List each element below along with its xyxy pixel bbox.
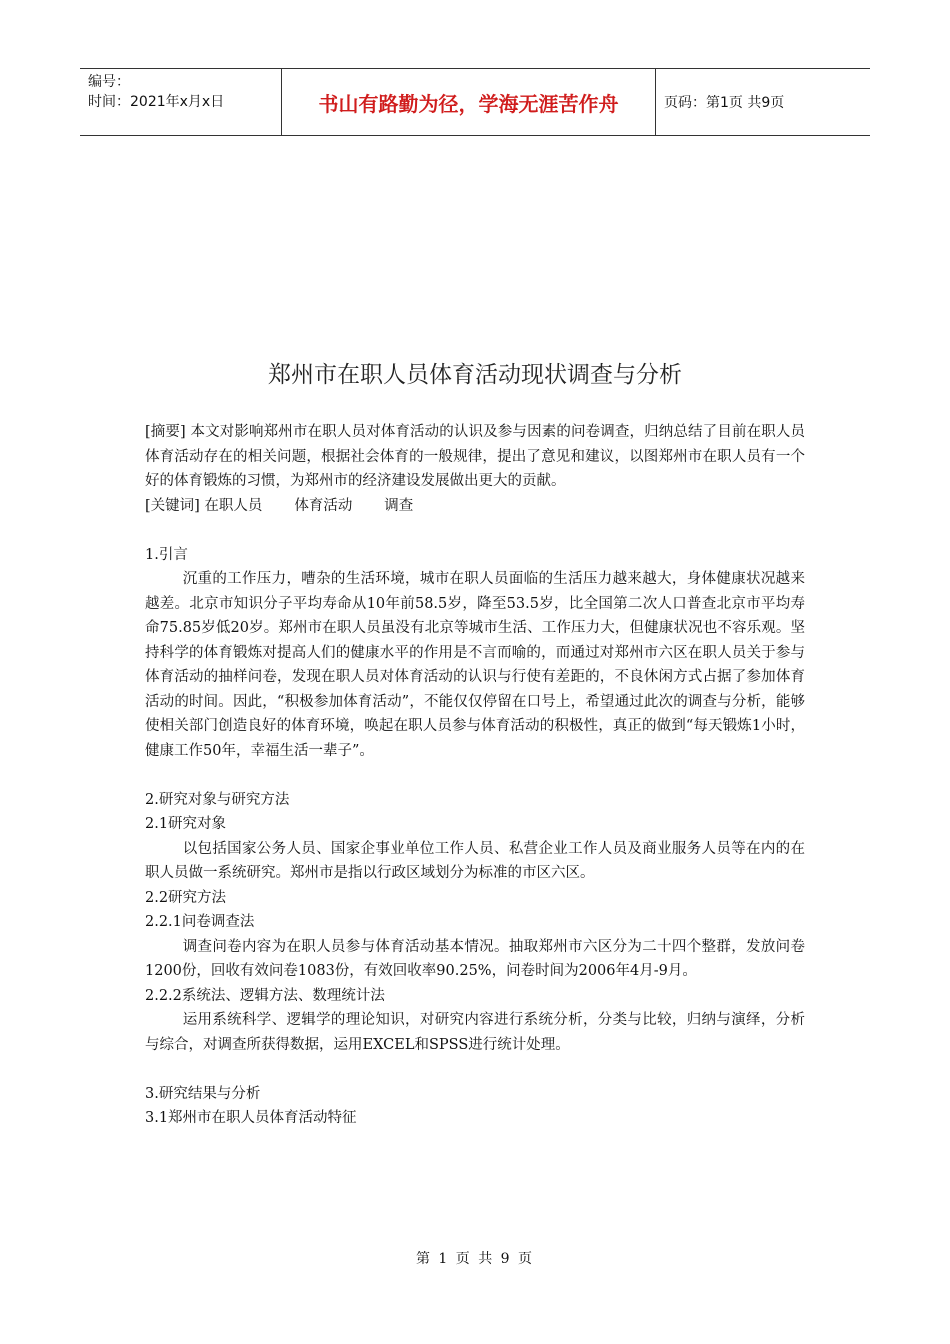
section-2-1-paragraph: 以包括国家公务人员、国家企事业单位工作人员、私营企业工作人员及商业服务人员等在内的在职人员做一系统研究。郑州市是指以行政区域划分为标准的市区六区。: [145, 840, 805, 881]
section-3-1-heading: 3.1郑州市在职人员体育活动特征: [145, 1110, 357, 1126]
header-motto: 书山有路勤为径，学海无涯苦作舟: [282, 69, 656, 135]
page-header: [80, 68, 870, 136]
document-time-label: 时间：2021年x月x日: [88, 94, 225, 110]
document-title: 郑州市在职人员体育活动现状调查与分析: [268, 362, 682, 388]
section-2-heading: 2.研究对象与研究方法: [145, 791, 290, 808]
keywords-line: [145, 494, 805, 519]
section-3-heading: 3.研究结果与分析: [145, 1085, 261, 1102]
abstract-paragraph: [摘要] 本文对影响郑州市在职人员对体育活动的认识及参与因素的问卷调查，归纳总结了目前在职人员体育活动存在的相关问题，根据社会体育的一般规律，提出了意见和建议，以图郑州市在职人员有一个好的体育锻炼的习惯，为郑州市的经济建设发展做出更大的贡献。: [145, 424, 805, 489]
section-2-2-2-heading: 2.2.2系统法、逻辑方法、数理统计法: [145, 987, 385, 1004]
section-1-paragraph: 沉重的工作压力，嘈杂的生活环境，城市在职人员面临的生活压力越来越大，身体健康状况越来越差。北京市知识分子平均寿命从10年前58.5岁，降至53.5岁，比全国第二次人口普查北京市平均寿命75.85岁低20岁。郑州市在职人员虽没有北京等城市生活、工作压力大，但健康状况也不容乐观。坚持科学的体育锻炼对提高人们的健康水平的作用是不言而喻的，而通过对郑州市六区在职人员关于参与体育活动的抽样问卷，发现在职人员对体育活动的认识与行使有差距的，不良休闲方式占据了参加体育活动的时间。因此，“积极参加体育活动”，不能仅仅停留在口号上，希望通过此次的调查与分析，能够使相关部门创造良好的体育环境，唤起在职人员参与体育活动的积极性，真正的做到“每天锻炼1小时，健康工作50年，幸福生活一辈子”。: [145, 571, 805, 759]
section-2-2-2-paragraph: 运用系统科学、逻辑学的理论知识，对研究内容进行系统分析，分类与比较，归纳与演绎，分析与综合，对调查所获得数据，运用EXCEL和SPSS进行统计处理。: [145, 1012, 805, 1053]
document-body: [145, 420, 805, 1131]
section-1-heading: 1.引言: [145, 546, 188, 563]
keywords-label: [关键词] 在职人员: [145, 497, 263, 514]
document-number-label: 编号：: [88, 74, 130, 90]
keyword-3: 调查: [384, 497, 414, 514]
keyword-2: 体育活动: [294, 497, 353, 514]
section-2-2-1-paragraph: 调查问卷内容为在职人员参与体育活动基本情况。抽取郑州市六区分为二十四个整群，发放问卷1200份，回收有效问卷1083份，有效回收率90.25%，问卷时间为2006年4月-9月。: [145, 938, 805, 979]
header-meta: [80, 69, 282, 135]
section-2-1-heading: 2.1研究对象: [145, 816, 227, 832]
header-page-label: 页码：第1页 共9页: [664, 95, 785, 111]
section-2-2-heading: 2.2研究方法: [145, 889, 227, 906]
page-footer: 第 1 页 共 9 页: [415, 1251, 535, 1267]
section-2-2-1-heading: 2.2.1问卷调查法: [145, 914, 255, 930]
